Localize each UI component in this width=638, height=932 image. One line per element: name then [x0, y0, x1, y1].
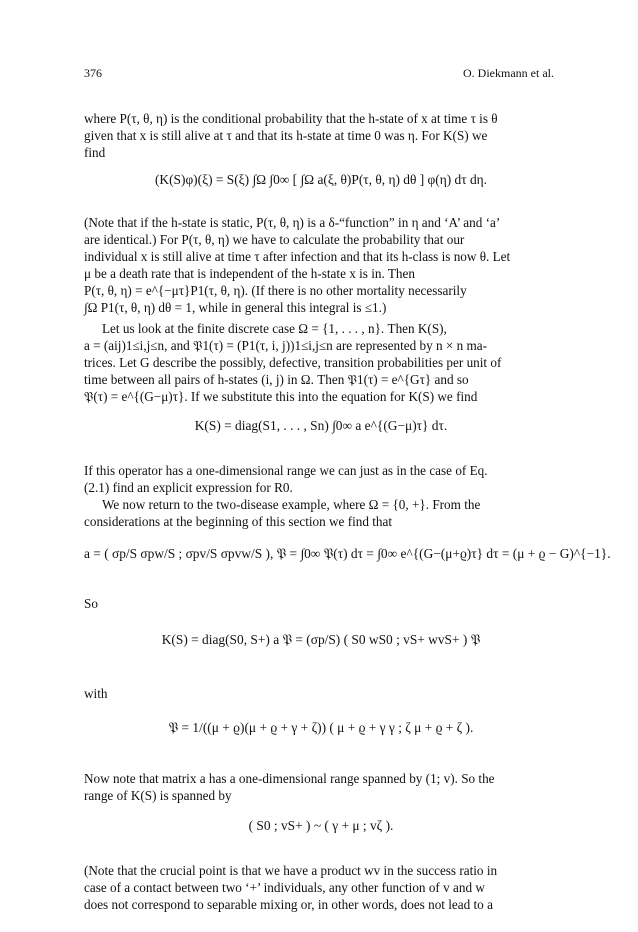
text-line: considerations at the beginning of this section we find that — [84, 514, 393, 529]
text-line: trices. Let G describe the possibly, defective, transition probabilities per unit of — [84, 355, 502, 370]
equation-text: K(S) = diag(S0, S+) a 𝔓 = (σp/S) ( S0 wS0 ; vS+ wvS+ ) 𝔓 — [161, 632, 481, 647]
text-line: Now note that matrix a has a one-dimensional range spanned by (1; v). So the — [84, 771, 495, 786]
paragraph-one-dimensional-range — [84, 462, 558, 530]
text-line: are identical.) For P(τ, θ, η) we have to calculate the probability that our — [84, 232, 465, 247]
page-number: 376 — [84, 66, 102, 80]
equation-text: (K(S)φ)(ξ) = S(ξ) ∫Ω ∫0∞ [ ∫Ω a(ξ, θ)P(τ, θ, η) dθ ] φ(η) dτ dη. — [154, 172, 488, 187]
paragraph-crucial-point — [84, 862, 558, 913]
text-line: If this operator has a one-dimensional range we can just as in the case of Eq. — [84, 463, 488, 478]
paragraph-note-static-h-state — [84, 214, 558, 316]
text-line: (Note that if the h-state is static, P(τ, θ, η) is a δ-“function” in η and ‘A’ and ‘a’ — [84, 215, 501, 230]
text-line: 𝔓(τ) = e^{(G−μ)τ}. If we substitute this into the equation for K(S) we find — [84, 389, 478, 404]
equation-K-S-phi — [84, 172, 558, 202]
equation-K-S-diag — [84, 418, 558, 434]
equation-text: 𝔓 = 1/((μ + ϱ)(μ + ϱ + γ + ζ)) ( μ + ϱ + γ γ ; ζ μ + ϱ + ζ ). — [168, 720, 474, 735]
text-line: P(τ, θ, η) = e^{−μτ}P1(τ, θ, η). (If there is no other mortality necessarily — [84, 283, 467, 298]
text-line: find — [84, 145, 106, 160]
text-line: ∫Ω P1(τ, θ, η) dθ = 1, while in general this integral is ≤1.) — [84, 300, 387, 315]
equation-text: ( S0 ; vS+ ) ~ ( γ + μ ; vζ ). — [248, 818, 394, 833]
text-line: a = (aij)1≤i,j≤n, and 𝔓1(τ) = (P1(τ, i, j))1≤i,j≤n are represented by n × n ma- — [84, 338, 488, 353]
equation-text: a = ( σp/S σpw/S ; σpv/S σpvw/S ), 𝔓 = ∫0∞ 𝔓(τ) dτ = ∫0∞ e^{(G−(μ+ϱ)τ} dτ = (μ + ϱ − G)^{−1}. — [84, 546, 611, 561]
text-line: μ be a death rate that is independent of the h-state x is in. Then — [84, 266, 415, 281]
paragraph-finite-discrete-case — [84, 320, 558, 405]
label-with: with — [84, 686, 108, 701]
text-line: We now return to the two-disease example, where Ω = {0, +}. From the — [102, 497, 481, 512]
equation-P-explicit — [84, 720, 558, 736]
label-so: So — [84, 596, 98, 611]
text-line: (2.1) find an explicit expression for R0. — [84, 480, 293, 495]
text-line: given that x is still alive at τ and that its h-state at time 0 was η. For K(S) we — [84, 128, 488, 143]
text-line: where P(τ, θ, η) is the conditional probability that the h-state of x at time τ is θ — [84, 111, 498, 126]
text-line: case of a contact between two ‘+’ individuals, any other function of v and w — [84, 880, 485, 895]
equation-text: K(S) = diag(S1, . . . , Sn) ∫0∞ a e^{(G−μ)τ} dτ. — [194, 418, 448, 433]
equation-a-matrix-and-P — [84, 546, 611, 562]
text-line: does not correspond to separable mixing or, in other words, does not lead to a — [84, 897, 493, 912]
text-line: Let us look at the finite discrete case Ω = {1, . . . , n}. Then K(S), — [102, 321, 447, 336]
equation-K-S-product — [84, 632, 558, 648]
paragraph-conditional-probability — [84, 110, 558, 161]
text-line: range of K(S) is spanned by — [84, 788, 232, 803]
running-head-authors: O. Diekmann et al. — [463, 66, 554, 80]
text-line: (Note that the crucial point is that we have a product wv in the success ratio in — [84, 863, 498, 878]
text-line: individual x is still alive at time τ after infection and that its h-class is now θ. Let — [84, 249, 511, 264]
paragraph-range-spanned — [84, 770, 558, 804]
text-line: time between all pairs of h-states (i, j) in Ω. Then 𝔓1(τ) = e^{Gτ} and so — [84, 372, 469, 387]
equation-range-vector — [84, 818, 558, 834]
